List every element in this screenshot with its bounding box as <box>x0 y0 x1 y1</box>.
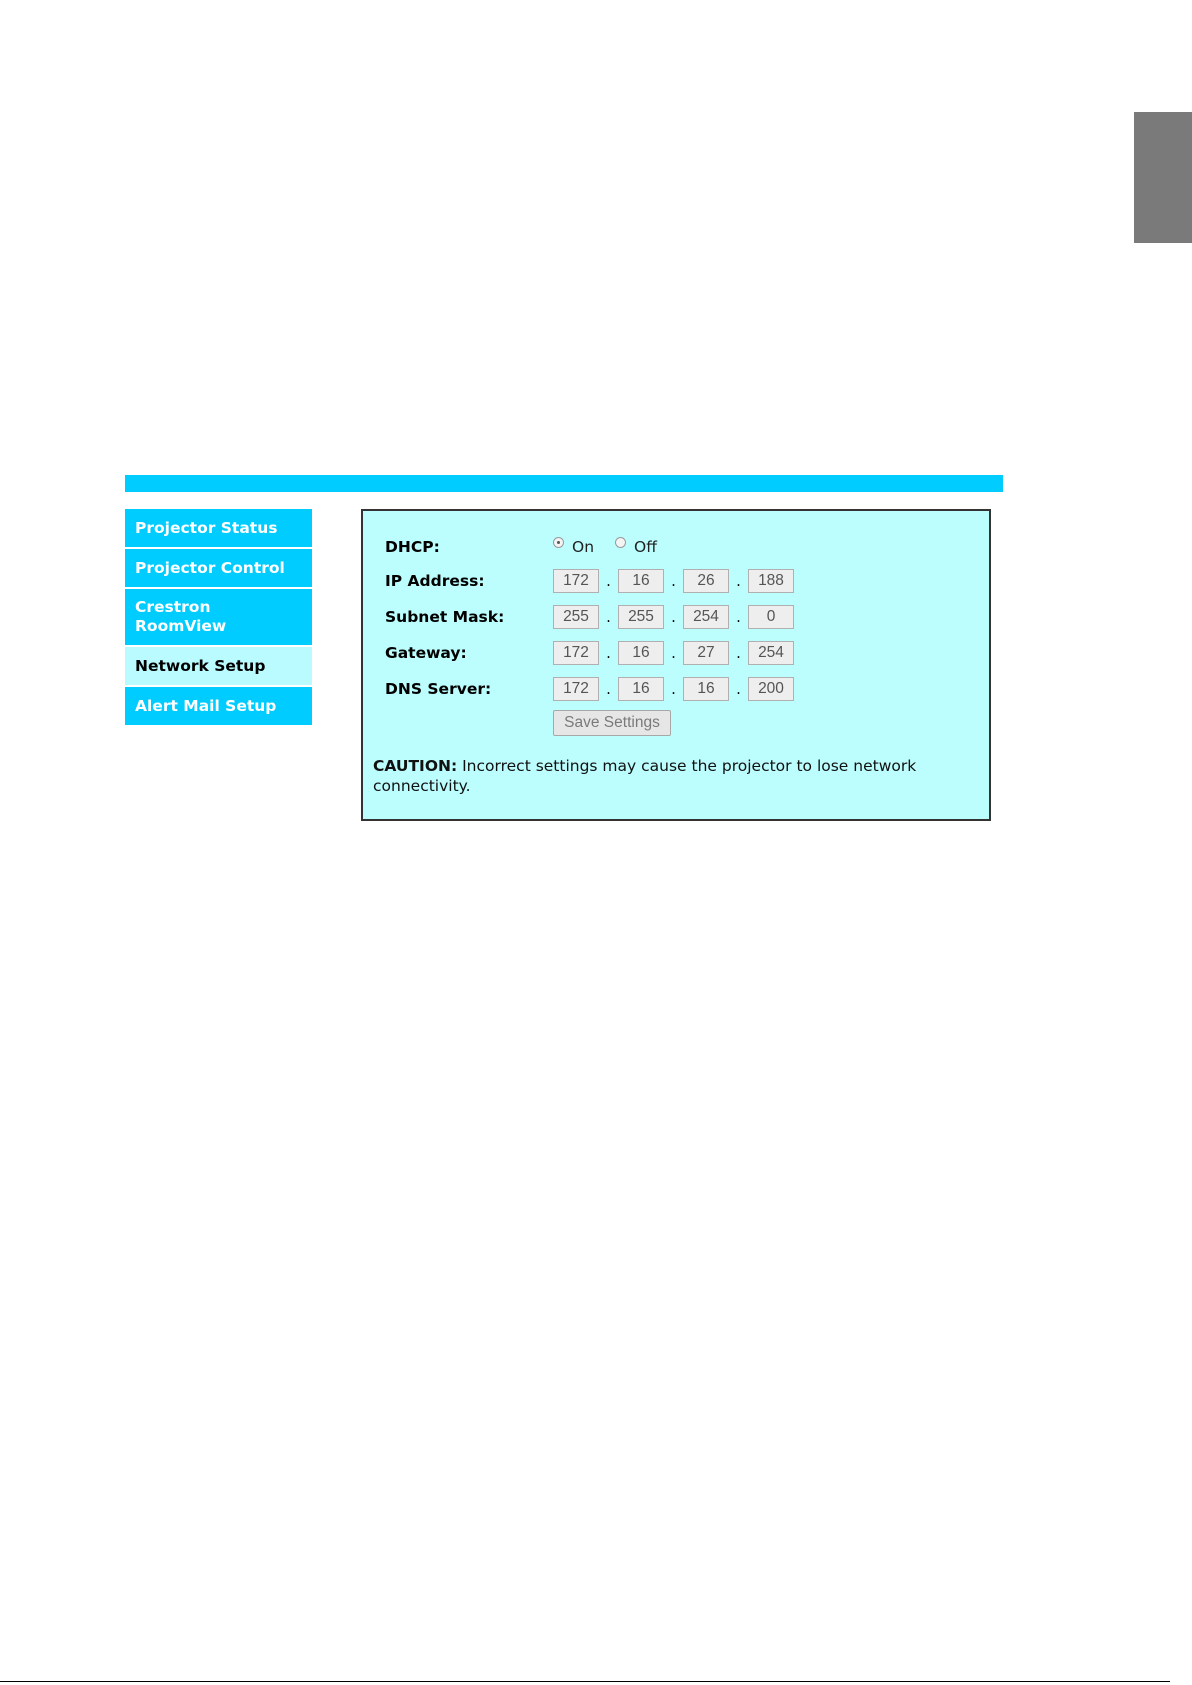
caution-note <box>373 756 973 796</box>
octet-separator: . <box>736 680 741 698</box>
nav-item-label: Projector Control <box>135 558 285 577</box>
page-footer-rule <box>0 1681 1170 1682</box>
dhcp-on-radio[interactable] <box>553 537 564 548</box>
save-settings-button[interactable]: Save Settings <box>553 710 671 736</box>
dns-server-octet-4[interactable]: 200 <box>748 677 794 701</box>
octet-separator: . <box>671 572 676 590</box>
octet-separator: . <box>671 644 676 662</box>
octet-separator: . <box>736 608 741 626</box>
ip-address-octet-4[interactable]: 188 <box>748 569 794 593</box>
gateway-row <box>385 640 794 666</box>
chapter-side-tab <box>1134 112 1192 243</box>
dns-server-octet-3[interactable]: 16 <box>683 677 729 701</box>
octet-separator: . <box>736 572 741 590</box>
nav-item-crestron-roomview[interactable] <box>125 589 312 647</box>
network-setup-panel <box>361 509 991 821</box>
octet-separator: . <box>606 608 611 626</box>
dns-server-label: DNS Server: <box>385 680 492 698</box>
dhcp-on-label: On <box>572 538 595 556</box>
octet-separator: . <box>606 572 611 590</box>
subnet-mask-octet-3[interactable]: 254 <box>683 605 729 629</box>
subnet-mask-octet-1[interactable]: 255 <box>553 605 599 629</box>
nav-item-alert-mail-setup[interactable] <box>125 687 312 727</box>
dhcp-label: DHCP: <box>385 538 440 556</box>
header-bar <box>125 475 1003 492</box>
octet-separator: . <box>736 644 741 662</box>
octet-separator: . <box>671 608 676 626</box>
nav-item-projector-status[interactable] <box>125 509 312 549</box>
dns-server-octet-2[interactable]: 16 <box>618 677 664 701</box>
dns-server-row <box>385 676 794 702</box>
subnet-mask-octet-2[interactable]: 255 <box>618 605 664 629</box>
dhcp-off-radio[interactable] <box>615 537 626 548</box>
nav-item-label: Crestron RoomView <box>135 598 227 635</box>
nav-item-network-setup[interactable] <box>125 647 312 687</box>
caution-prefix: CAUTION: <box>373 757 458 775</box>
nav-item-label: Projector Status <box>135 518 278 537</box>
dhcp-row <box>385 534 678 560</box>
gateway-octet-3[interactable]: 27 <box>683 641 729 665</box>
dns-server-octet-1[interactable]: 172 <box>553 677 599 701</box>
ip-address-octet-3[interactable]: 26 <box>683 569 729 593</box>
gateway-octet-4[interactable]: 254 <box>748 641 794 665</box>
gateway-label: Gateway: <box>385 644 467 662</box>
nav-item-projector-control[interactable] <box>125 549 312 589</box>
subnet-mask-row <box>385 604 794 630</box>
nav-item-label: Network Setup <box>135 656 266 675</box>
octet-separator: . <box>671 680 676 698</box>
subnet-mask-octet-4[interactable]: 0 <box>748 605 794 629</box>
subnet-mask-label: Subnet Mask: <box>385 608 505 626</box>
octet-separator: . <box>606 644 611 662</box>
ip-address-octet-1[interactable]: 172 <box>553 569 599 593</box>
gateway-octet-1[interactable]: 172 <box>553 641 599 665</box>
octet-separator: . <box>606 680 611 698</box>
nav-item-label: Alert Mail Setup <box>135 696 277 715</box>
ip-address-label: IP Address: <box>385 572 485 590</box>
ip-address-octet-2[interactable]: 16 <box>618 569 664 593</box>
ip-address-row <box>385 568 794 594</box>
caution-text: Incorrect settings may cause the projector to lose network connectivity. <box>373 757 917 795</box>
gateway-octet-2[interactable]: 16 <box>618 641 664 665</box>
dhcp-off-label: Off <box>634 538 657 556</box>
sidebar-nav <box>125 509 312 727</box>
